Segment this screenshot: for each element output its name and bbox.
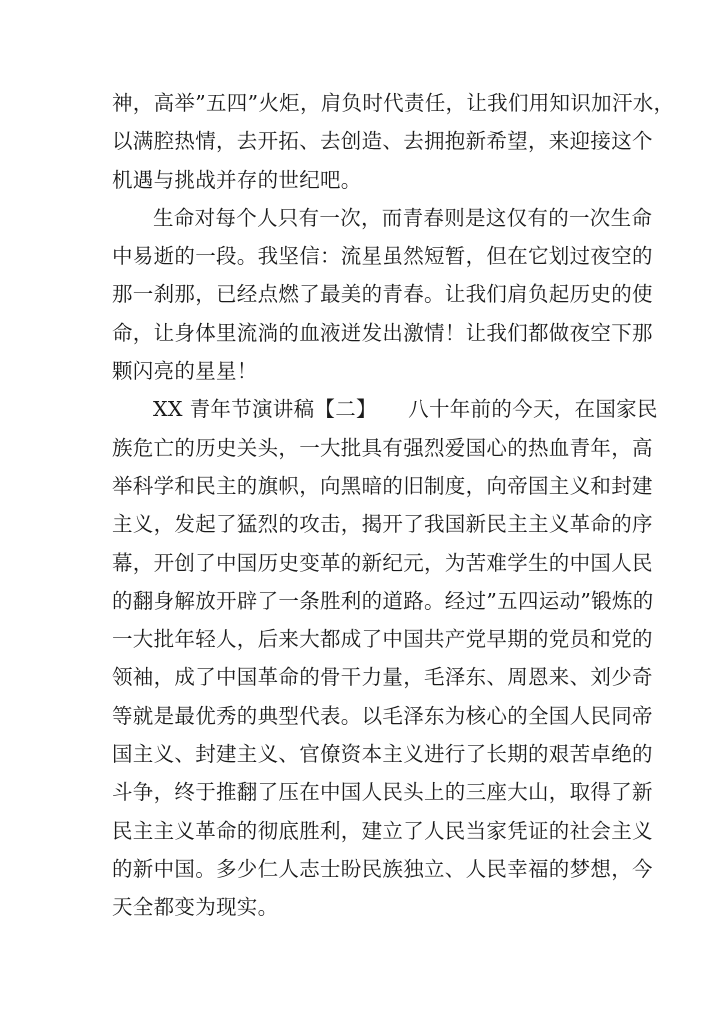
text-line: 主义，发起了猛烈的攻击，揭开了我国新民主主义革命的序 xyxy=(112,512,653,537)
text-line: 神，高举”五四”火炬，肩负时代责任，让我们用知识加汗水， xyxy=(112,91,675,115)
text-line: 举科学和民主的旗帜，向黑暗的旧制度，向帝国主义和封建 xyxy=(112,473,653,498)
text-line: 中易逝的一段。我坚信：流星虽然短暂，但在它划过夜空的 xyxy=(112,244,653,269)
text-line: 的翻身解放开辟了一条胜利的道路。经过”五四运动”锻炼的 xyxy=(112,588,654,613)
paragraph-2 xyxy=(112,199,653,390)
text-line: 领袖，成了中国革命的骨干力量，毛泽东、周恩来、刘少奇 xyxy=(112,665,653,690)
text-line: XX 青年节演讲稿【二】 八十年前的今天，在国家民 xyxy=(153,397,658,422)
text-line: 那一刹那，已经点燃了最美的青春。让我们肩负起历史的使 xyxy=(112,282,653,307)
text-line: 机遇与挑战并存的世纪吧。 xyxy=(112,167,362,192)
text-line: 国主义、封建主义、官僚资本主义进行了长期的艰苦卓绝的 xyxy=(112,742,653,767)
text-line: 的新中国。多少仁人志士盼民族独立、人民幸福的梦想，今 xyxy=(112,856,653,881)
paragraph-1 xyxy=(112,84,675,199)
text-line: 以满腔热情，去开拓、去创造、去拥抱新希望，来迎接这个 xyxy=(112,129,653,154)
text-line: 生命对每个人只有一次，而青春则是这仅有的一次生命 xyxy=(153,205,653,230)
text-line: 族危亡的历史关头，一大批具有强烈爱国心的热血青年，高 xyxy=(112,435,653,460)
text-line: 民主主义革命的彻底胜利，建立了人民当家凭证的社会主义 xyxy=(112,818,653,843)
paragraph-3 xyxy=(112,390,658,926)
text-line: 幕，开创了中国历史变革的新纪元，为苦难学生的中国人民 xyxy=(112,550,653,575)
text-line: 颗闪亮的星星！ xyxy=(112,359,258,384)
text-line: 天全都变为现实。 xyxy=(112,895,279,920)
text-line: 命，让身体里流淌的血液迸发出激情！让我们都做夜空下那 xyxy=(112,320,653,345)
text-line: 一大批年轻人，后来大都成了中国共产党早期的党员和党的 xyxy=(112,627,653,652)
text-line: 斗争，终于推翻了压在中国人民头上的三座大山，取得了新 xyxy=(112,780,653,805)
text-line: 等就是最优秀的典型代表。以毛泽东为核心的全国人民同帝 xyxy=(112,703,653,728)
document-page xyxy=(112,84,675,927)
